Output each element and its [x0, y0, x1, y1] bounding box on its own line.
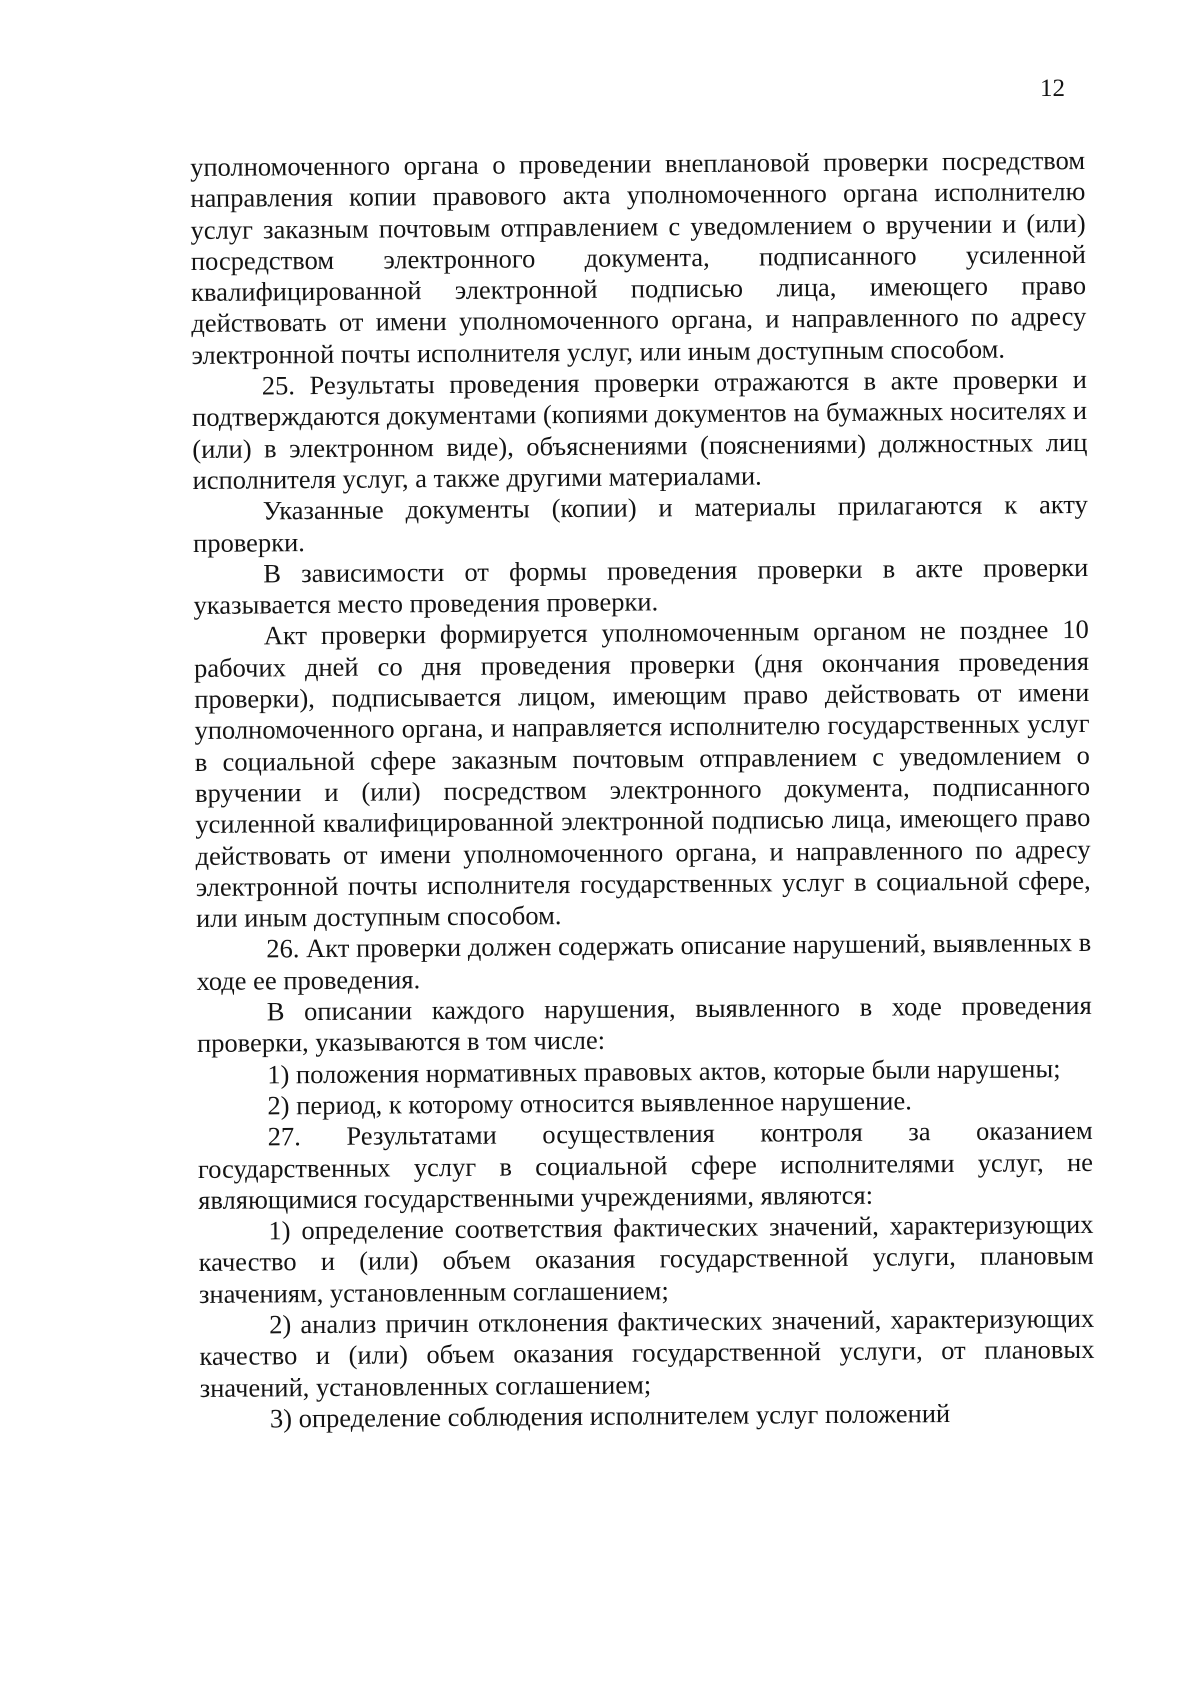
list-item-27-3: 3) определение соблюдения исполнителем услуг положений — [269, 1397, 951, 1434]
list-item-27-2: 2) анализ причин отклонения фактических значений, характеризующих качество и (или) объем оказания государственной услуги, от плановых значений, установленных соглашением; — [199, 1302, 1095, 1403]
list-item-26-2: 2) период, к которому относится выявленное нарушение. — [267, 1085, 912, 1121]
paragraph-continuation: уполномоченного органа о проведении внеплановой проверки посредством направления копии правового акта уполномоченного органа исполнителю услуг заказным почтовым отправлением с уведомлением о вручении и (или) посредством электронного документа, подписанного усиленной квалифицированной электронной подписью лица, имеющего право действовать от имени уполномоченного органа, и направленного по адресу электронной почты исполнителя услуг, или иным доступным способом. — [190, 144, 1087, 370]
list-item-26-1: 1) положения нормативных правовых актов, которые были нарушены; — [267, 1052, 1061, 1090]
paragraph-inspection-place: В зависимости от формы проведения проверки в акте проверки указывается место проведения проверки. — [193, 551, 1089, 621]
page-number: 12 — [1040, 75, 1065, 102]
paragraph-violation-description: В описании каждого нарушения, выявленного в ходе проведения проверки, указываются в том числе: — [196, 989, 1092, 1059]
list-item-27-1: 1) определение соответствия фактических значений, характеризующих качество и (или) объем оказания государственной услуги, плановым значениям, установленным соглашением; — [198, 1209, 1094, 1309]
paragraph-26: 26. Акт проверки должен содержать описание нарушений, выявленных в ходе ее проведения. — [196, 927, 1092, 996]
paragraph-27: 27. Результатами осуществления контроля за оказанием государственных услуг в социальной сфере исполнителями услуг, не являющимися государственными учреждениями, являются: — [197, 1115, 1094, 1215]
paragraph-25: 25. Результаты проведения проверки отражаются в акте проверки и подтверждаются документами (копиями документов на бумажных носителях и (или) в электронном виде), объяснениями (пояснениями) должностных лиц исполнителя услуг, а также другими материалами. — [191, 364, 1088, 495]
paragraph-inspection-act: Акт проверки формируется уполномоченным органом не позднее 10 рабочих дней со дня проведения проверки (дня окончания проведения проверки), подписывается лицом, имеющим право действовать от имени уполномоченного органа, и направляется исполнителю государственных услуг в социальной сфере заказным почтовым отправлением с уведомлением о вручении и (или) посредством электронного документа, подписанного усиленной квалифицированной электронной подписью лица, имеющего право действовать от имени уполномоченного органа, и направленного по адресу электронной почты исполнителя государственных услуг в социальной сфере, или иным доступным способом. — [193, 614, 1091, 934]
document-body — [190, 145, 1095, 1435]
paragraph-attached-documents: Указанные документы (копии) и материалы прилагаются к акту проверки. — [192, 489, 1088, 558]
